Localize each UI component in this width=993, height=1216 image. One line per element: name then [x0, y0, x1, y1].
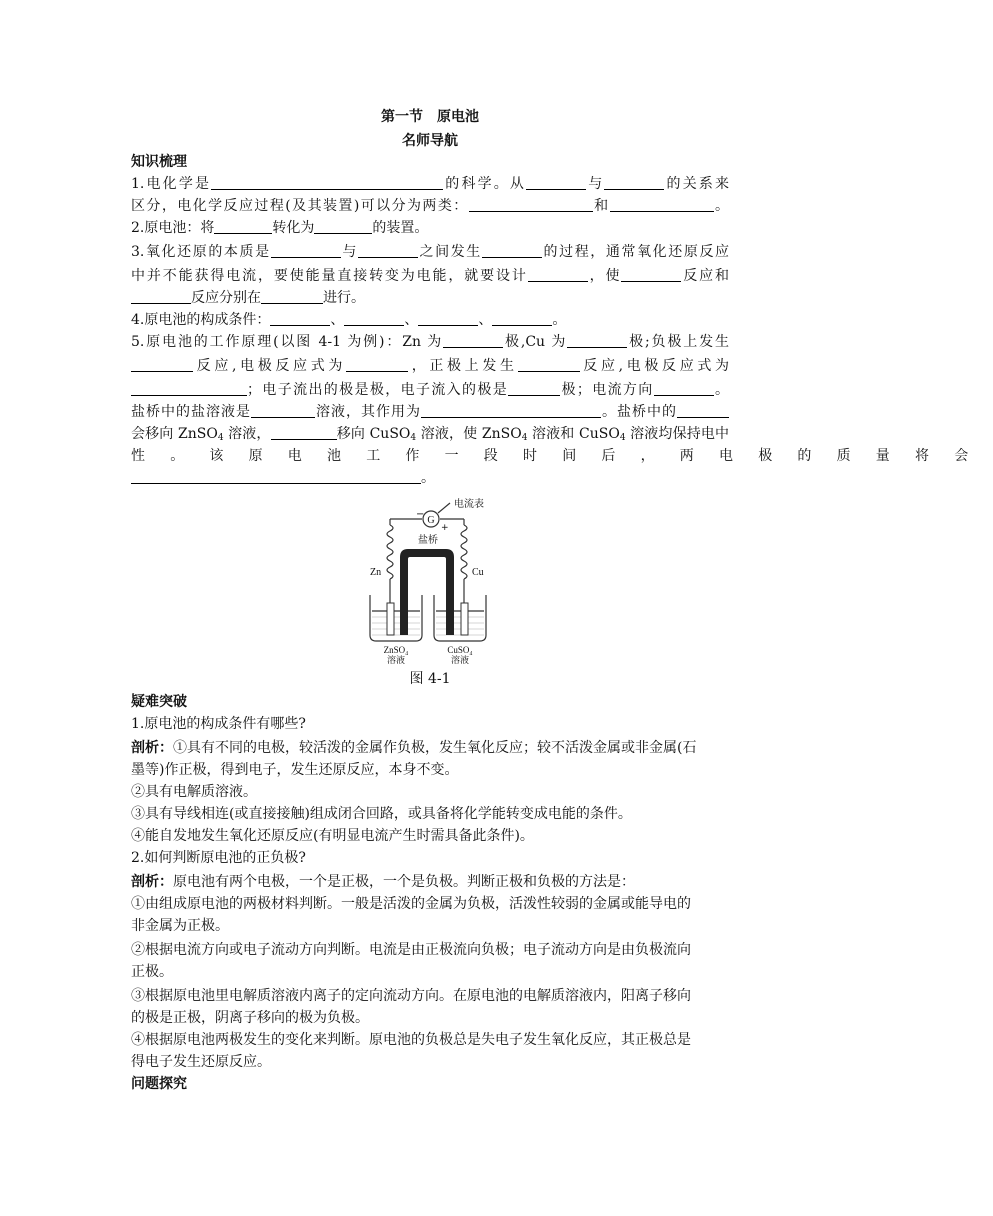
- answer-2-line-2: ①由组成原电池的两极材料判断。一般是活泼的金属为负极，活泼性较弱的金属或能导电的: [131, 896, 691, 912]
- knowledge-line-1: 1.电化学是 的科学。从 与 的关系来: [131, 176, 730, 192]
- ammeter-symbol: G: [427, 515, 435, 526]
- question-1: 1.原电池的构成条件有哪些?: [131, 716, 306, 732]
- answer-1-line-5: ④能自发地发生氧化还原反应(有明显电流产生时需具备此条件)。: [131, 828, 534, 844]
- left-solution-label-2: 溶液: [386, 656, 406, 666]
- knowledge-line-11: 盐桥中的盐溶液是 溶液，其作用为 。盐桥中的: [131, 402, 729, 422]
- salt-bridge-label: 盐桥: [418, 535, 438, 546]
- zn-electrode: [387, 603, 394, 635]
- knowledge-line-7: 4.原电池的构成条件： 、 、 、 。: [131, 312, 567, 328]
- right-solution-label-1: CuSO₄: [447, 645, 473, 655]
- answer-2-line-8: ④根据原电池两极发生的变化来判断。原电池的负极总是失电子发生氧化反应，其正极总是: [131, 1032, 691, 1048]
- knowledge-line-14: 。: [131, 468, 729, 488]
- section-heading-inquiry: 问题探究: [131, 1076, 187, 1092]
- galvanic-cell-diagram: [360, 495, 500, 665]
- knowledge-line-9: 反应,电极反应式为 ，正极上发生 反应,电极反应式为: [131, 356, 729, 376]
- knowledge-line-13: 性。该原电池工作一段时间后，两电极的质量将会: [131, 448, 993, 464]
- answer-1-line-4: ③具有导线相连(或直接接触)组成闭合回路，或具备将化学能转变成电能的条件。: [131, 806, 632, 822]
- beaker-left: [370, 595, 422, 641]
- figure-caption: 图 4-1: [409, 671, 451, 687]
- answer-1-line-2: 墨等)作正极，得到电子，发生还原反应，本身不变。: [131, 762, 459, 778]
- knowledge-line-3: 2.原电池：将 转化为 的装置。: [131, 220, 429, 236]
- section-heading-difficulties: 疑难突破: [131, 694, 187, 710]
- answer-1-line-1: 剖析：①具有不同的电极，较活泼的金属作负极，发生氧化反应；较不活泼金属或非金属(石: [131, 740, 697, 756]
- knowledge-line-12: 会移向 ZnSO$_4$ 溶液， 移向 CuSO$_4$ 溶液，使 ZnSO$_4$ 溶液和 CuSO$_4$ 溶液均保持电中: [131, 426, 729, 443]
- knowledge-line-8: 5.原电池的工作原理(以图 4-1 为例)：Zn 为 极,Cu 为 极;负极上发生: [131, 334, 729, 350]
- right-solution-label-2: 溶液: [450, 656, 470, 666]
- ammeter-plus: +: [441, 523, 449, 533]
- ammeter-label: 电流表: [454, 499, 484, 510]
- answer-1-line-3: ②具有电解质溶液。: [131, 784, 257, 800]
- coil-right: [461, 525, 467, 579]
- coil-left: [387, 525, 393, 579]
- answer-2-line-5: 正极。: [131, 964, 173, 980]
- galvanic-cell-figure: [360, 495, 500, 665]
- answer-2-line-7: 的极是正极，阴离子移向的极为负极。: [131, 1010, 369, 1026]
- answer-2-line-4: ②根据电流方向或电子流动方向判断。电流是由正极流向负极；电子流动方向是由负极流向: [131, 942, 691, 958]
- beaker-right: [434, 595, 486, 641]
- answer-2-line-6: ③根据原电池里电解质溶液内离子的定向流动方向。在原电池的电解质溶液内，阳离子移向: [131, 988, 691, 1004]
- zn-label: Zn: [370, 567, 382, 578]
- ammeter-minus: −: [416, 509, 425, 520]
- salt-bridge: [400, 549, 454, 635]
- page-subtitle: 名师导航: [402, 133, 458, 149]
- knowledge-line-10: ；电子流出的极是极，电子流入的极是 极；电流方向 。: [131, 380, 729, 400]
- cu-electrode: [461, 603, 468, 635]
- knowledge-line-2: 区分，电化学反应过程(及其装置)可以分为两类： 和 。: [131, 198, 730, 214]
- answer-2-line-9: 得电子发生还原反应。: [131, 1054, 271, 1070]
- left-solution-label-1: ZnSO₄: [383, 645, 409, 655]
- answer-2-line-1: 剖析：原电池有两个电极，一个是正极，一个是负极。判断正极和负极的方法是：: [131, 874, 635, 890]
- answer-2-line-3: 非金属为正极。: [131, 918, 229, 934]
- question-2: 2.如何判断原电池的正负极?: [131, 850, 306, 866]
- page-title: 第一节 原电池: [381, 109, 479, 125]
- knowledge-line-4: 3.氧化还原的本质是 与 之间发生 的过程，通常氧化还原反应: [131, 244, 730, 260]
- cu-label: Cu: [472, 567, 484, 578]
- knowledge-line-6: 反应分别在 进行。: [131, 288, 729, 308]
- knowledge-line-5: 中并不能获得电流，要使能量直接转变为电能，就要设计 ，使 反应和: [131, 268, 730, 284]
- section-heading-knowledge: 知识梳理: [131, 154, 187, 170]
